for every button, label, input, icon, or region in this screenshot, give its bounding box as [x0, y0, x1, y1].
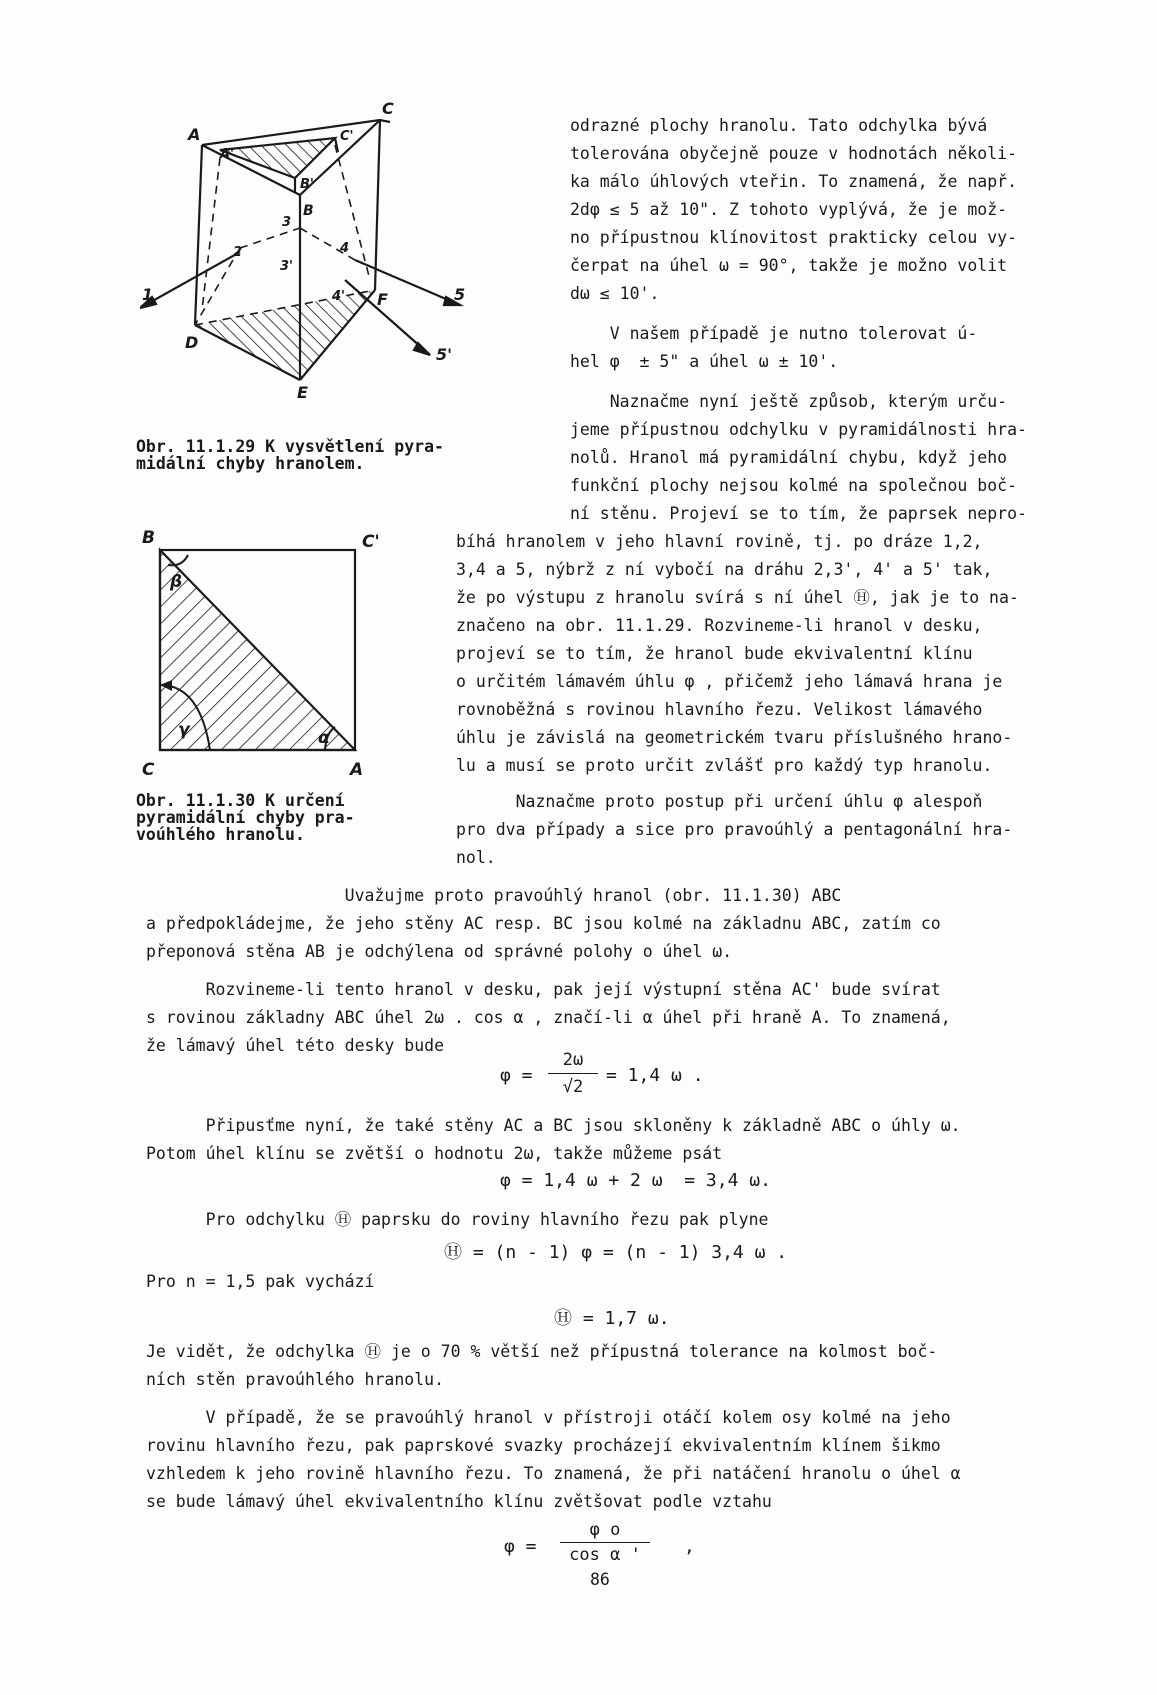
eq2: φ = 1,4 ω + 2 ω = 3,4 ω.	[500, 1170, 771, 1191]
text-line: značeno na obr. 11.1.29. Rozvineme-li hranol v desku,	[456, 616, 983, 635]
figure2-caption-line1: Obr. 11.1.30 K určení	[136, 791, 345, 810]
label-gamma: γ	[178, 720, 190, 740]
label-C: C	[382, 100, 394, 118]
text-line: jeme přípustnou odchylku v pyramidálnosti hra-	[570, 420, 1027, 439]
eq4: Ⓗ = 1,7 ω.	[554, 1308, 670, 1329]
text-line: se bude lámavý úhel ekvivalentního klínu zvětšovat podle vztahu	[146, 1492, 772, 1511]
text-line: 3,4 a 5, nýbrž z ní vybočí na dráhu 2,3', 4' a 5' tak,	[456, 560, 993, 579]
label-3: 3	[282, 215, 292, 230]
text-line: Pro odchylku Ⓗ paprsku do roviny hlavního řezu pak plyne	[146, 1210, 769, 1229]
text-line: Uvažujme proto pravoúhlý hranol (obr. 11.1.30) ABC	[146, 886, 842, 905]
prism-edge-CF	[375, 120, 380, 290]
text-line: čerpat na úhel ω = 90°, takže je možno volit	[570, 256, 1008, 275]
label-Cp: C'	[340, 129, 354, 144]
label-Ap: A'	[220, 147, 235, 162]
text-line: přeponová stěna AB je odchýlena od správné polohy o úhel ω.	[146, 942, 733, 961]
text-line: rovinu hlavního řezu, pak paprskové svazky procházejí ekvivalentním klínem šikmo	[146, 1436, 941, 1455]
label-A: A	[188, 125, 201, 144]
text-line: že po výstupu z hranolu svírá s ní úhel Ⓗ, jak je to na-	[456, 588, 1019, 607]
label-2: 2	[233, 245, 243, 260]
label-1: 1	[142, 285, 154, 304]
label-E: E	[297, 383, 308, 400]
eq5-numerator: φ o	[589, 1520, 621, 1540]
label-A: A	[350, 760, 364, 775]
text-line: Rozvineme-li tento hranol v desku, pak její výstupní stěna AC' bude svírat	[146, 980, 941, 999]
eq5-lhs: φ =	[504, 1536, 537, 1557]
text-line: funkční plochy nejsou kolmé na společnou boč-	[570, 476, 1018, 495]
text-line: vzhledem k jeho rovině hlavního řezu. To znamená, že při natáčení hranolu o úhel α	[146, 1464, 961, 1483]
figure2-caption-line2: pyramidální chyby pra-	[136, 808, 355, 827]
eq1-fraction-bar	[548, 1073, 598, 1074]
text-line: projeví se to tím, že hranol bude ekvivalentní klínu	[456, 644, 973, 663]
text-line: nolů. Hranol má pyramidální chybu, když jeho	[570, 448, 1008, 467]
label-4: 4	[340, 241, 350, 256]
ray-1	[140, 252, 240, 308]
label-5: 5	[454, 285, 466, 304]
label-B: B	[142, 528, 155, 548]
text-line: pro dva případy a sice pro pravoúhlý a pentagonální hra-	[456, 820, 1013, 839]
eq5-denominator: cos α '	[569, 1545, 641, 1565]
figure1-caption-line1: Obr. 11.1.29 K vysvětlení pyra-	[136, 437, 444, 456]
text-line: tolerována obyčejně pouze v hodnotách několi-	[570, 144, 1018, 163]
eq1-lhs: φ =	[500, 1065, 533, 1086]
label-F: F	[377, 290, 388, 309]
text-line: odrazné plochy hranolu. Tato odchylka bývá	[570, 116, 988, 135]
eq5-fraction-bar	[560, 1542, 650, 1543]
text-line: Pro n = 1,5 pak vychází	[146, 1272, 375, 1291]
text-line: Naznačme nyní ještě způsob, kterým urču-	[570, 392, 1008, 411]
text-line: 2dφ ≤ 5 až 10". Z tohoto vyplývá, že je mož-	[570, 200, 1008, 219]
text-line: Potom úhel klínu se zvětší o hodnotu 2ω, takže můžeme psát	[146, 1144, 723, 1163]
text-line: a předpokládejme, že jeho stěny AC resp. BC jsou kolmé na základnu ABC, zatím co	[146, 914, 941, 933]
figure-right-angle-prism	[140, 525, 380, 775]
text-line: ka málo úhlových vteřin. To znamená, že např.	[570, 172, 1018, 191]
figure2-caption-line3: voúhlého hranolu.	[136, 825, 305, 844]
eq1-rhs: = 1,4 ω .	[606, 1065, 704, 1086]
figure-prism-diagram	[140, 100, 480, 400]
eq5-tail: ,	[684, 1536, 695, 1557]
text-line: bíhá hranolem v jeho hlavní rovině, tj. po dráze 1,2,	[456, 532, 983, 551]
bottom-face	[195, 290, 375, 380]
text-line: ních stěn pravoúhlého hranolu.	[146, 1370, 445, 1389]
figure1-caption-line2: midální chyby hranolem.	[136, 454, 365, 473]
label-C: C	[142, 760, 155, 775]
text-line: s rovinou základny ABC úhel 2ω . cos α , značí-li α úhel při hraně A. To znamená,	[146, 1008, 951, 1027]
label-beta: β	[170, 572, 183, 592]
text-line: že lámavý úhel této desky bude	[146, 1036, 445, 1055]
label-alpha: α	[318, 728, 330, 748]
label-5p: 5'	[436, 345, 453, 364]
text-line: rovnoběžná s rovinou hlavního řezu. Velikost lámavého	[456, 700, 983, 719]
text-line: no přípustnou klínovitost prakticky celou vy-	[570, 228, 1018, 247]
text-line: o určitém lámavém úhlu φ , přičemž jeho lámavá hrana je	[456, 672, 1003, 691]
label-B: B	[303, 203, 314, 219]
label-3p: 3'	[280, 259, 294, 274]
text-line: Je vidět, že odchylka Ⓗ je o 70 % větší než přípustná tolerance na kolmost boč-	[146, 1342, 938, 1361]
page-number: 86	[590, 1570, 610, 1589]
label-4p: 4'	[332, 289, 346, 304]
eq1-denominator: √2	[562, 1077, 584, 1097]
text-line: úhlu je závislá na geometrickém tvaru příslušného hrano-	[456, 728, 1013, 747]
text-line: Naznačme proto postup při určení úhlu φ alespoň	[456, 792, 983, 811]
text-line: nol.	[456, 848, 496, 867]
text-line: lu a musí se proto určit zvlášť pro každý typ hranolu.	[456, 756, 993, 775]
label-Cp: C'	[362, 532, 380, 552]
text-line: Připusťme nyní, že také stěny AC a BC jsou skloněny k základně ABC o úhly ω.	[146, 1116, 961, 1135]
label-Bp: B'	[300, 177, 314, 192]
prism-edge-AD	[195, 145, 202, 325]
text-line: hel φ ± 5" a úhel ω ± 10'.	[570, 352, 839, 371]
text-line: V našem případě je nutno tolerovat ú-	[570, 324, 978, 343]
text-line: V případě, že se pravoúhlý hranol v přístroji otáčí kolem osy kolmé na jeho	[146, 1408, 951, 1427]
inner-top-face	[220, 138, 335, 178]
text-line: dω ≤ 10'.	[570, 284, 660, 303]
text-line: ní stěnu. Projeví se to tím, že paprsek nepro-	[570, 504, 1027, 523]
label-D: D	[185, 333, 199, 352]
eq1-numerator: 2ω	[562, 1050, 584, 1070]
ray-5	[355, 260, 460, 305]
eq3: Ⓗ = (n - 1) φ = (n - 1) 3,4 ω .	[444, 1242, 788, 1263]
